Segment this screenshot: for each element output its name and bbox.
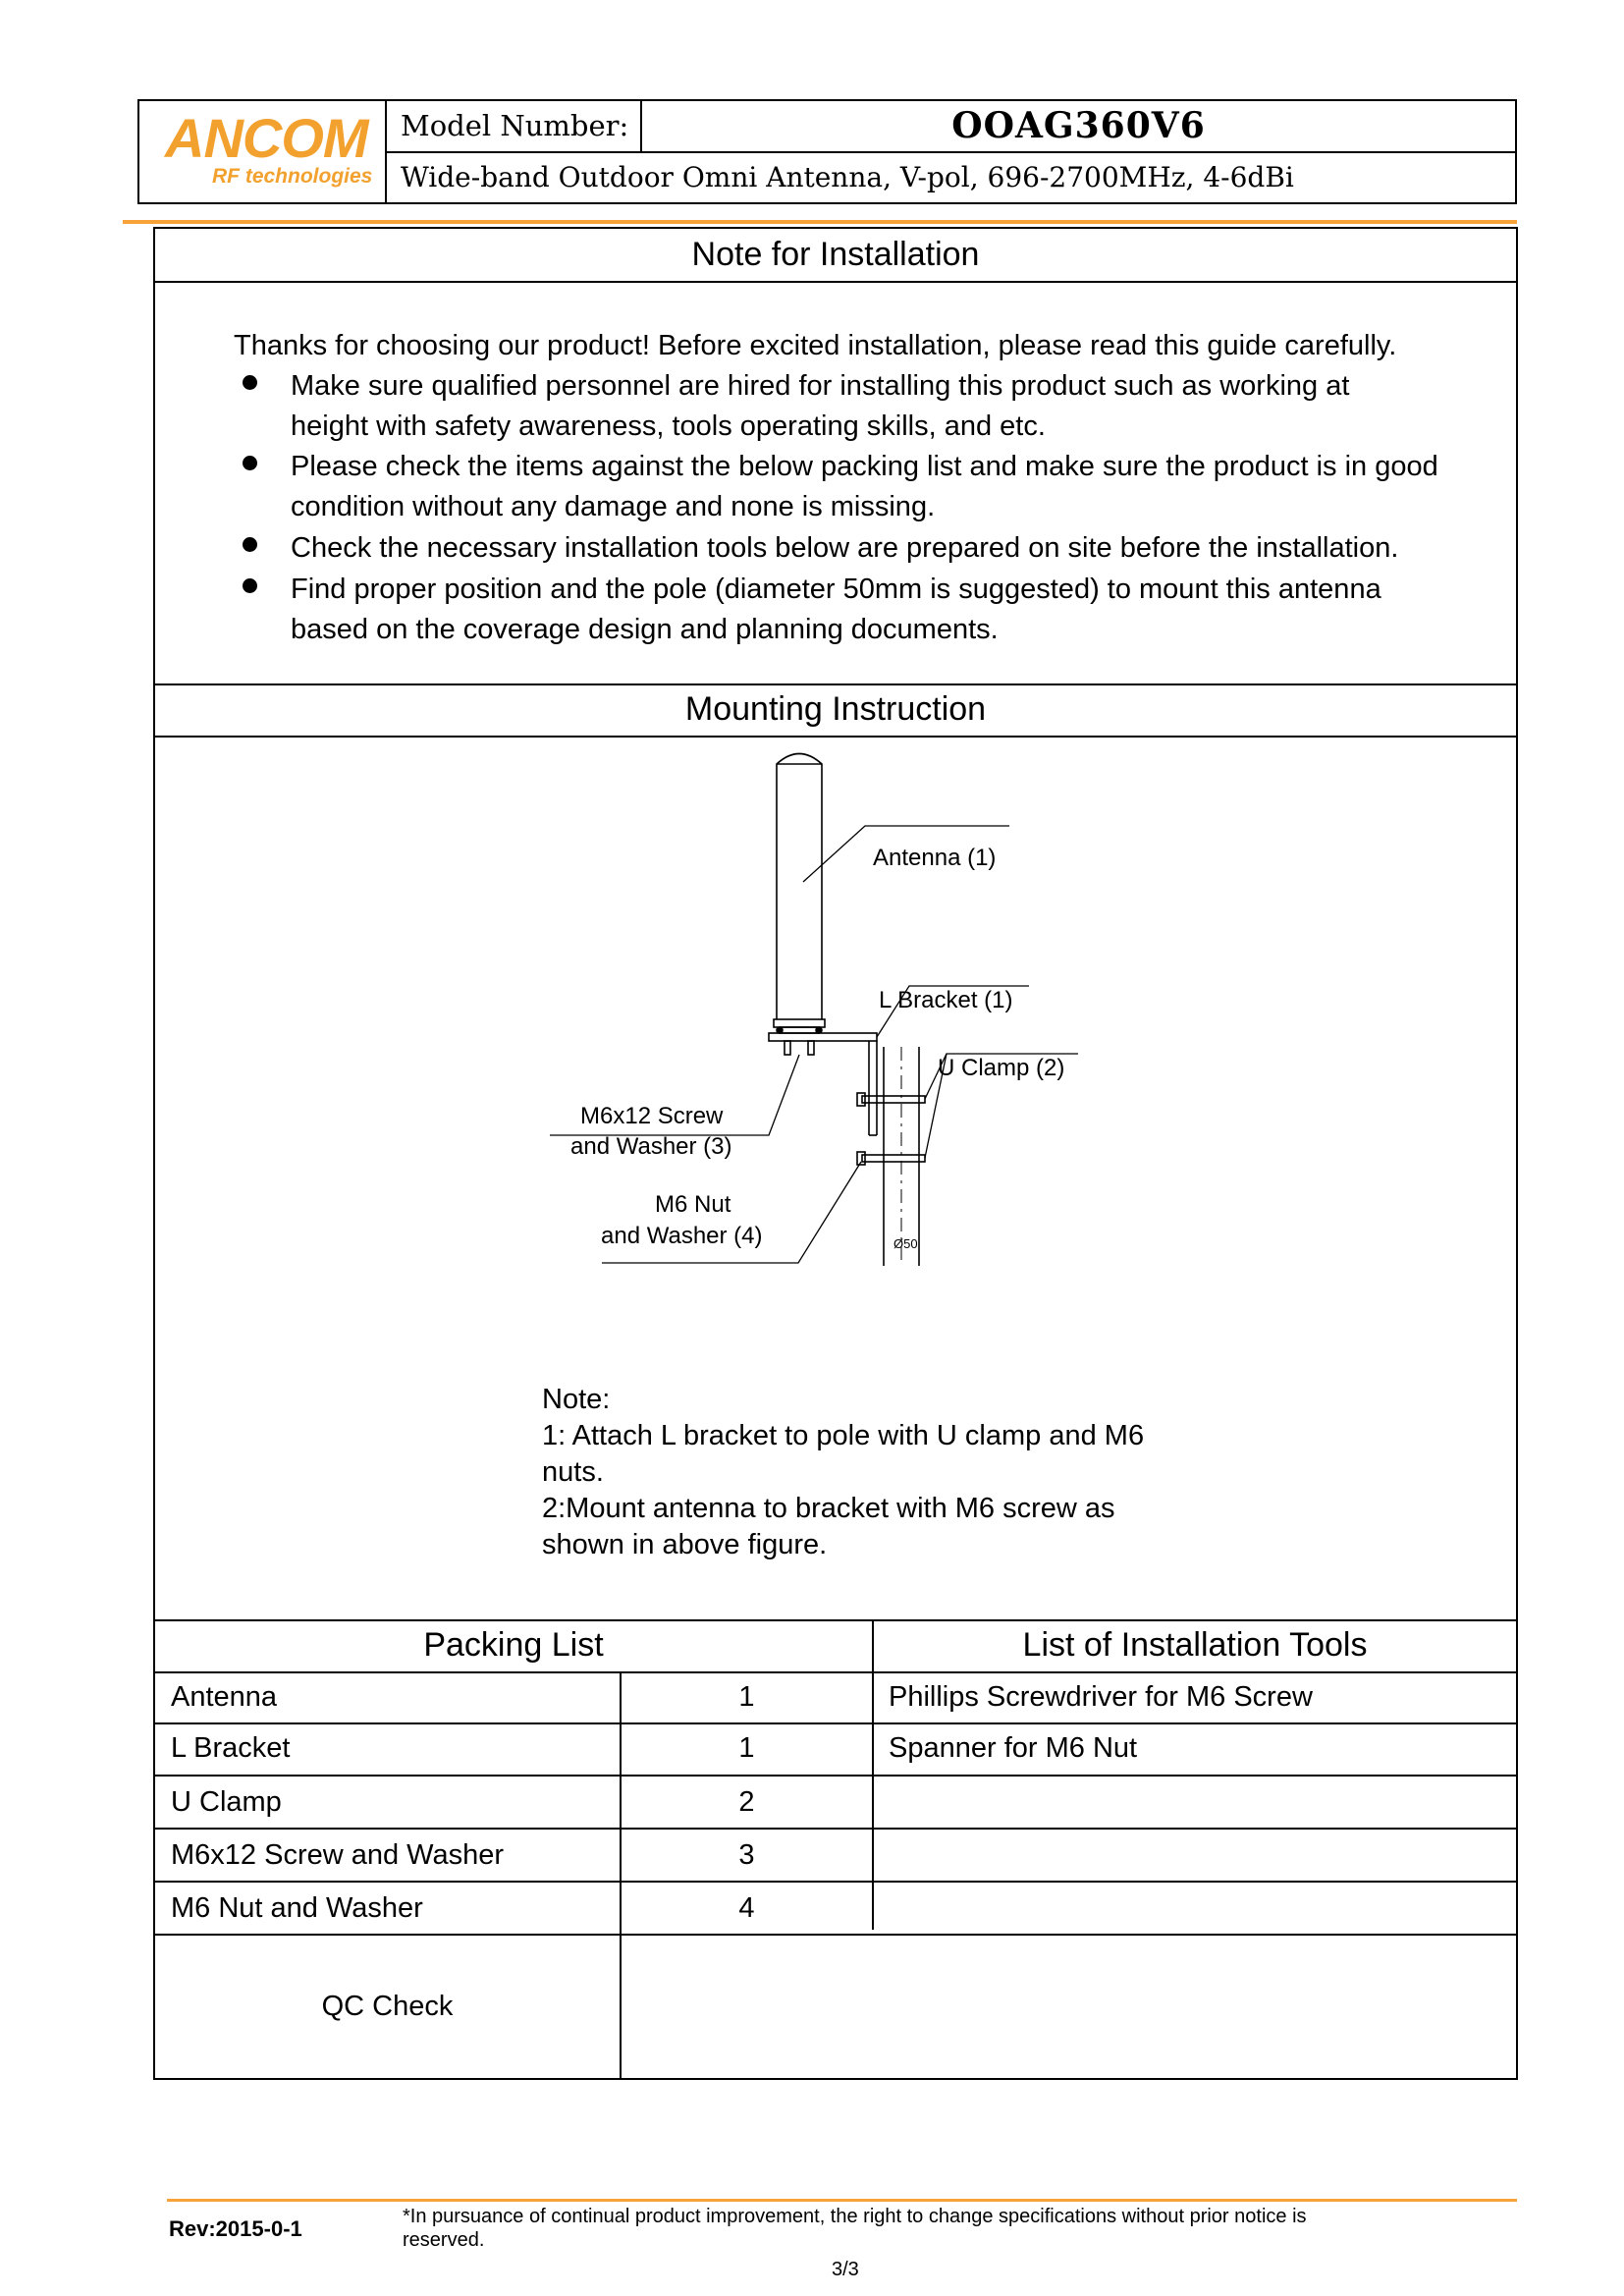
- packing-item: U Clamp: [171, 1786, 282, 1818]
- note-line: 1: Attach L bracket to pole with U clamp and M6: [542, 1420, 1145, 1451]
- label-screw-line2: and Washer (3): [570, 1133, 732, 1160]
- bullet-dot: [243, 375, 257, 390]
- note-line: 2:Mount antenna to bracket with M6 screw as: [542, 1493, 1115, 1524]
- note-section-title: Note for Installation: [691, 236, 980, 273]
- qc-check-label: QC Check: [321, 1991, 454, 2022]
- model-row: [385, 101, 1515, 153]
- tool-item: [889, 1830, 1507, 1881]
- model-label: Model Number:: [385, 101, 642, 151]
- tool-item: Spanner for M6 Nut: [889, 1732, 1138, 1764]
- label-l-bracket: L Bracket (1): [879, 987, 1013, 1013]
- footer-rule: [167, 2199, 1517, 2202]
- logo-tagline: RF technologies: [212, 165, 373, 188]
- bullet-4-line2: based on the coverage design and planning documents.: [291, 614, 999, 645]
- antenna-base: [774, 1019, 825, 1027]
- bullet-dot: [243, 537, 257, 552]
- packing-item: M6x12 Screw and Washer: [171, 1839, 505, 1871]
- bullet-dot: [243, 578, 257, 593]
- packing-item: M6 Nut and Washer: [171, 1892, 423, 1924]
- tool-item: Phillips Screwdriver for M6 Screw: [889, 1681, 1313, 1713]
- qc-check-field[interactable]: [622, 1936, 1516, 2078]
- note-line: Note:: [542, 1384, 611, 1415]
- label-screw-line1: M6x12 Screw: [580, 1103, 724, 1129]
- product-description: Wide-band Outdoor Omni Antenna, V-pol, 696-2700MHz, 4-6dBi: [401, 161, 1294, 193]
- content-frame: [153, 227, 1518, 2080]
- logo: [139, 101, 387, 202]
- revision: Rev:2015-0-1: [169, 2216, 302, 2241]
- l-bracket: [769, 1033, 877, 1041]
- label-nut-line1: M6 Nut: [655, 1191, 731, 1218]
- packing-qty: 1: [738, 1732, 755, 1764]
- packing-list-title: Packing List: [423, 1626, 604, 1664]
- intro-text: Thanks for choosing our product! Before excited installation, please read this guide carefully.: [234, 330, 1397, 361]
- disclaimer-line: reserved.: [403, 2229, 485, 2251]
- bullet-1-line2: height with safety awareness, tools operating skills, and etc.: [291, 410, 1046, 442]
- tool-item: [889, 1883, 1507, 1934]
- packing-qty: 4: [738, 1892, 755, 1924]
- screw: [785, 1041, 790, 1055]
- header-table: [137, 99, 1517, 204]
- tools-list-title: List of Installation Tools: [1022, 1626, 1368, 1664]
- bullet-3-line1: Check the necessary installation tools below are prepared on site before the installation.: [291, 532, 1399, 564]
- divider: [155, 281, 1516, 283]
- logo-wordmark: ANCOM: [165, 107, 368, 169]
- footer-disclaimer: [403, 2205, 1307, 2252]
- bullet-4-line1: Find proper position and the pole (diameter 50mm is suggested) to mount this antenna: [291, 574, 1381, 605]
- u-clamp: [862, 1155, 925, 1162]
- bullet-2-line1: Please check the items against the below packing list and make sure the product is in good: [291, 451, 1438, 482]
- tool-item: [889, 1777, 1507, 1828]
- packing-qty: 3: [738, 1839, 755, 1871]
- model-number: OOAG360V6: [951, 105, 1206, 146]
- disclaimer-line: *In pursuance of continual product improvement, the right to change specifications without prior notice is: [403, 2206, 1307, 2227]
- mounting-diagram: [155, 738, 1516, 1287]
- page-number: 3/3: [832, 2259, 859, 2280]
- label-antenna: Antenna (1): [873, 845, 997, 871]
- bullet-dot: [243, 456, 257, 470]
- screw: [808, 1041, 814, 1055]
- label-u-clamp: U Clamp (2): [938, 1055, 1065, 1081]
- packing-qty: 1: [738, 1681, 755, 1713]
- note-line: shown in above figure.: [542, 1529, 828, 1560]
- bullet-1-line1: Make sure qualified personnel are hired for installing this product such as working at: [291, 370, 1350, 402]
- bullet-2-line2: condition without any damage and none is missing.: [291, 491, 936, 522]
- label-nut-line2: and Washer (4): [601, 1223, 763, 1249]
- note-line: nuts.: [542, 1456, 604, 1488]
- packing-qty: 2: [738, 1786, 755, 1818]
- u-clamp: [862, 1096, 925, 1103]
- mounting-note: [542, 1382, 1144, 1563]
- mounting-section-title: Mounting Instruction: [684, 690, 987, 728]
- packing-item: L Bracket: [171, 1732, 291, 1764]
- antenna-radome: [777, 754, 822, 1020]
- header-rule: [123, 220, 1517, 224]
- pole-diameter-label: Ø50: [893, 1236, 918, 1251]
- packing-item: Antenna: [171, 1681, 278, 1713]
